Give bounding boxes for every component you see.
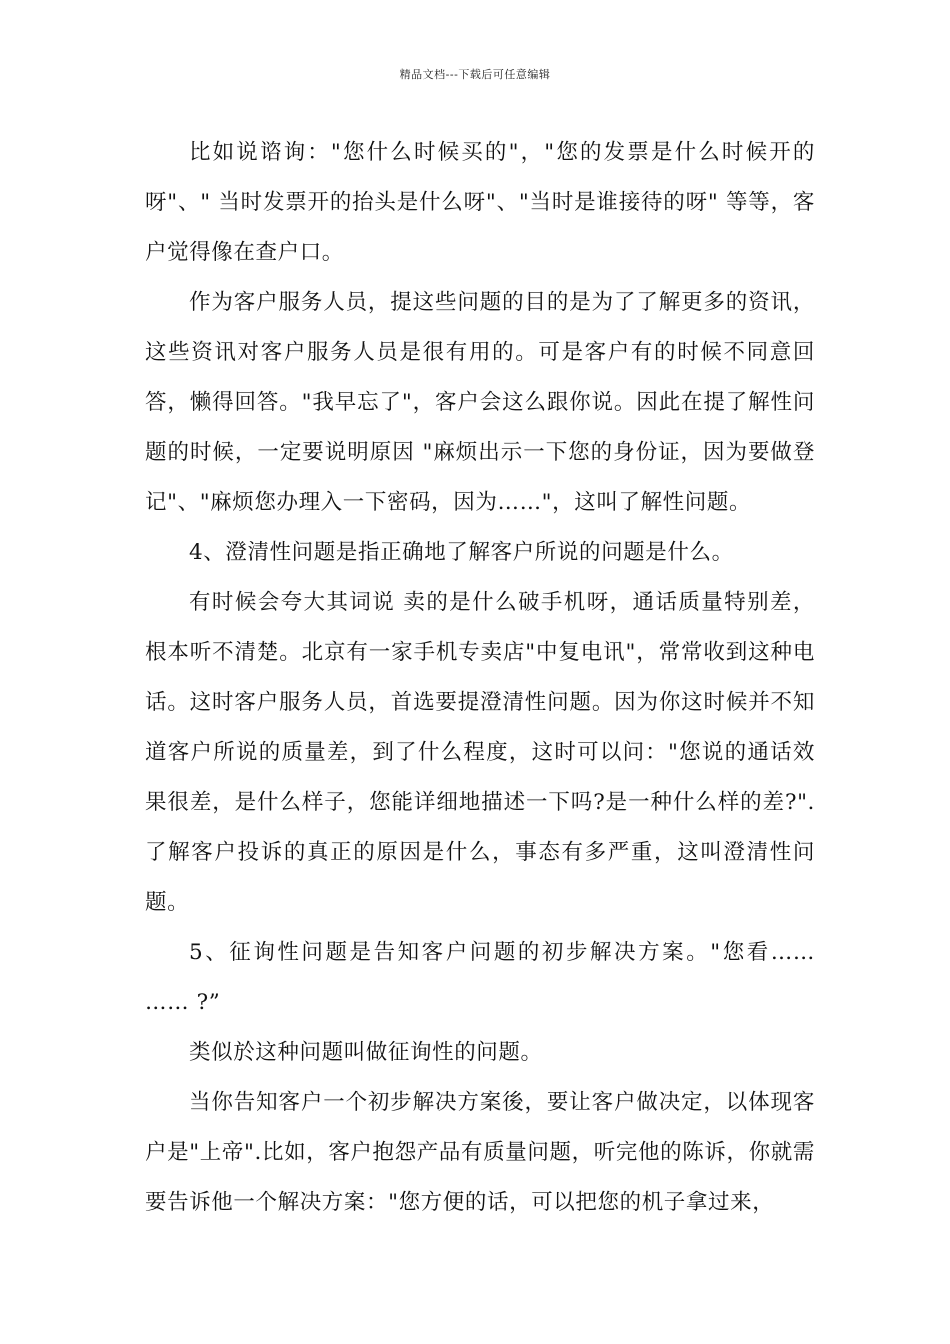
page-header: 精品文档---下载后可任意编辑 [399,68,551,81]
paragraph-consulting-heading: 5、征询性问题是告知客户问题的初步解决方案。"您看…… …… ?” [145,940,815,1015]
paragraph-clarifying-heading: 4、澄清性问题是指正确地了解客户所说的问题是什么。 [189,540,734,565]
paragraph-solution-example: 当你告知客户一个初步解决方案後，要让客户做决定，以体现客户是"上帝".比如，客户抱怨产品有质量问题，听完他的陈诉，你就需要告诉他一个解决方案："您方便的话，可以把您的机子拿过来， [145,1090,815,1215]
paragraph-inquiry-example: 比如说谘询："您什么时候买的"，"您的发票是什么时候开的呀"、" 当时发票开的抬头是什么呀"、"当时是谁接待的呀" 等等，客户觉得像在查户口。 [145,140,815,265]
paragraph-clarifying-example: 有时候会夸大其词说 卖的是什么破手机呀，通话质量特别差，根本听不清楚。北京有一家手机专卖店"中复电讯"，常常收到这种电话。这时客户服务人员，首选要提澄清性问题。因为你这时候并不知道客户所说的质量差，到了什么程度，这时可以问："您说的通话效果很差，是什么样子，您能详细地描述一下吗?是一种什么样的差?".了解客户投诉的真正的原因是什么，事态有多严重，这叫澄清性问题。 [145,590,815,915]
paragraph-consulting-summary: 类似於这种问题叫做征询性的问题。 [189,1040,543,1065]
paragraph-understanding-questions: 作为客户服务人员，提这些问题的目的是为了了解更多的资讯，这些资讯对客户服务人员是很有用的。可是客户有的时候不同意回答，懒得回答。"我早忘了"，客户会这么跟你说。因此在提了解性问题的时候，一定要说明原因 "麻烦出示一下您的身份证，因为要做登记"、"麻烦您办理入一下密码，因为……"，这叫了解性问题。 [145,290,815,515]
document-body [145,128,815,1228]
